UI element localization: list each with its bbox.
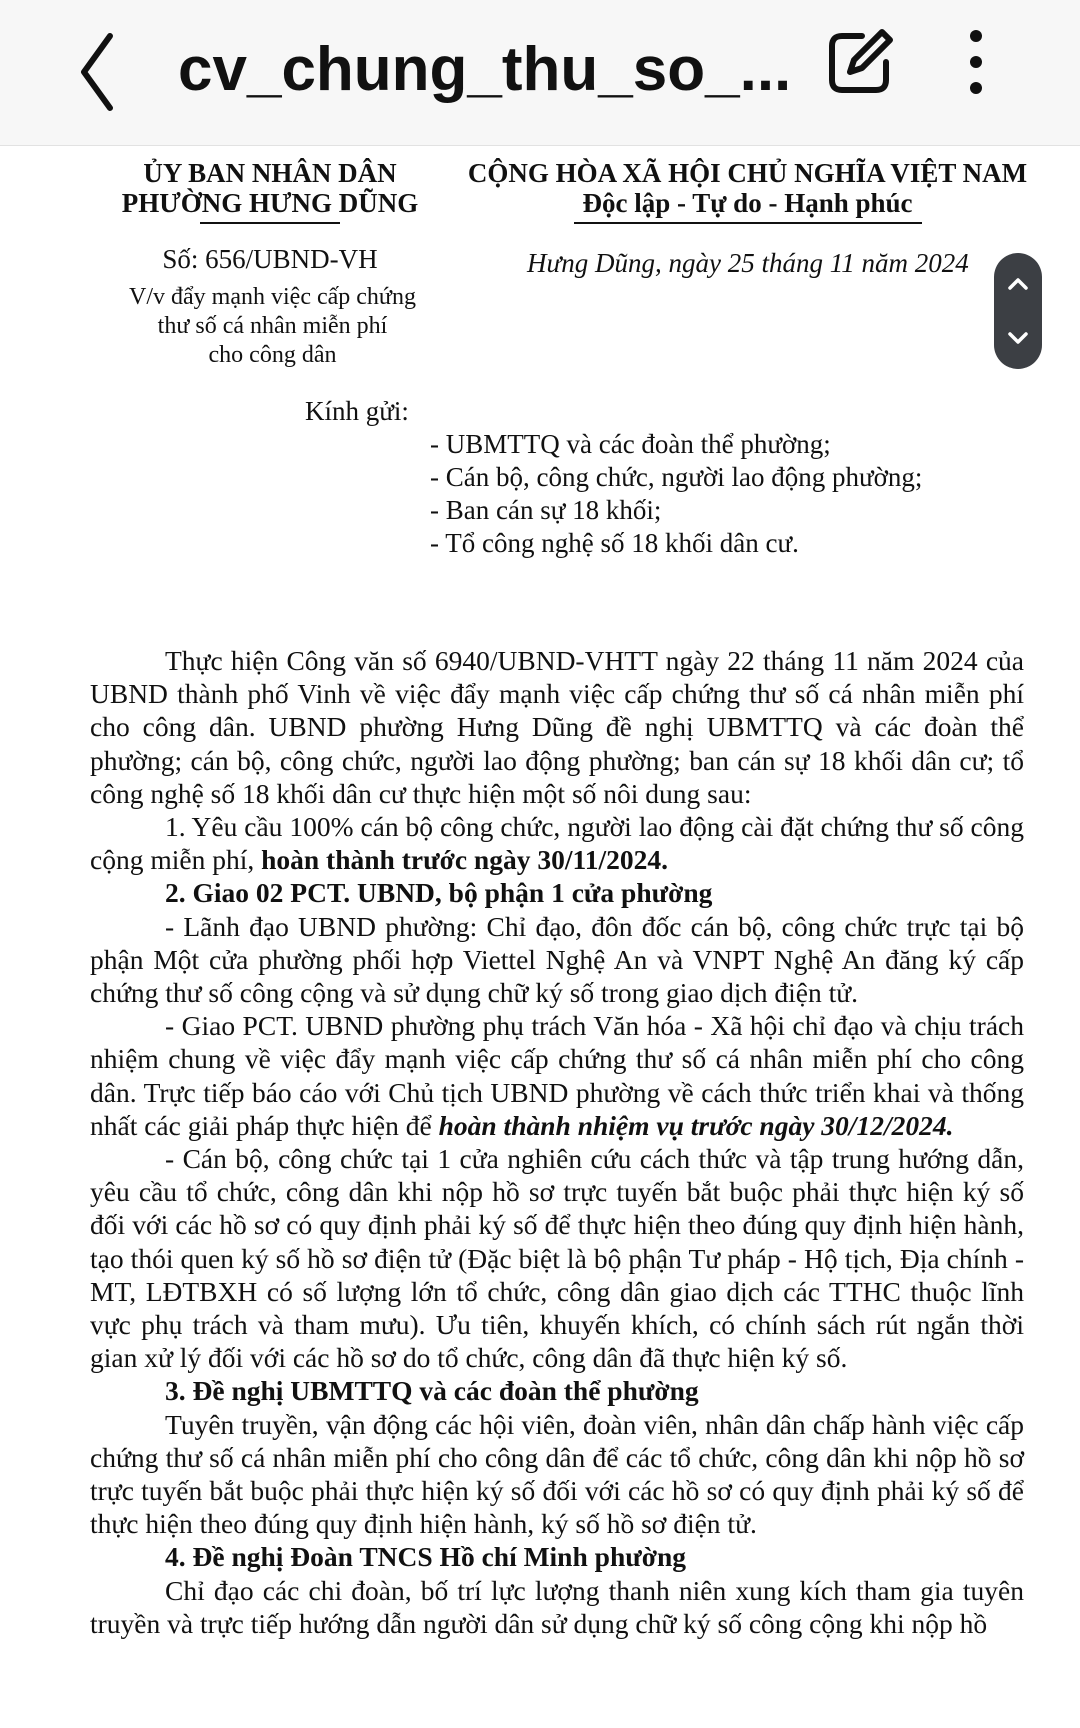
chevron-down-icon	[994, 311, 1042, 369]
recipient-item: - Cán bộ, công chức, người lao động phường;	[430, 462, 923, 492]
document-title: cv_chung_thu_so_...	[178, 35, 792, 104]
chevron-up-icon	[994, 253, 1042, 311]
subject-line: thư số cá nhân miễn phí	[157, 313, 388, 339]
document-body	[90, 644, 1024, 1640]
recipient-item: - Ban cán sự 18 khối;	[430, 495, 662, 525]
more-vertical-icon	[958, 26, 994, 98]
item-2-heading: 2. Giao 02 PCT. UBND, bộ phận 1 cửa phường	[165, 877, 713, 909]
recipient-list	[430, 428, 990, 560]
item-2-paragraph-2-text: - Giao PCT. UBND phường phụ trách Văn hóa - Xã hội chỉ đạo và chịu trách nhiệm chung về việc đẩy mạnh việc cấp chứng thư số cá nhân miễn phí cho công dân. Trực tiếp báo cáo với Chủ tịch UBND phường về cách thức triển khai và thống nhất các giải pháp thực hiện để	[90, 1010, 1024, 1141]
item-3-paragraph: Tuyên truyền, vận động các hội viên, đoàn viên, nhân dân chấp hành việc cấp chứng thư số cá nhân miễn phí cho công dân để các tổ chức, công dân khi nộp hồ sơ trực tuyến bắt buộc phải thực hiện ký số đối với các hồ sơ có quy định phải ký số để thực hiện theo đúng quy định hiện hành, ký số hồ sơ điện tử.	[90, 1408, 1024, 1540]
subject-line: cho công dân	[208, 342, 337, 368]
item-2-deadline: hoàn thành nhiệm vụ trước ngày 30/12/2024.	[438, 1109, 954, 1141]
item-2-paragraph-1: - Lãnh đạo UBND phường: Chỉ đạo, đôn đốc cán bộ, công chức trực tại bộ phận Một cửa phường phối hợp Viettel Nghệ An và VNPT Nghệ An đăng ký cấp chứng thư số công cộng và sử dụng chữ ký số trong giao dịch điện tử.	[90, 910, 1024, 1009]
agency-underline	[200, 222, 340, 224]
back-button[interactable]	[70, 22, 130, 122]
item-2-paragraph-2	[90, 1009, 1024, 1142]
motto-underline	[574, 222, 922, 224]
greeting: Kính gửi:	[305, 396, 409, 426]
intro-paragraph: Thực hiện Công văn số 6940/UBND-VHTT ngày 22 tháng 11 năm 2024 của UBND thành phố Vinh về việc đẩy mạnh việc cấp chứng thư số cá nhân miễn phí cho công dân. UBND phường Hưng Dũng đề nghị UBMTTQ và các đoàn thể phường; cán bộ, công chức, người lao động phường; ban cán sự 18 khối dân cư; tổ công nghệ số 18 khối dân cư thực hiện một số nôi dung sau:	[90, 645, 1024, 809]
document-page	[0, 146, 1080, 1728]
page-scroller	[994, 253, 1042, 369]
app-bar	[0, 0, 1080, 146]
document-number: Số: 656/UBND-VH	[162, 244, 378, 274]
subject-line: V/v đẩy mạnh việc cấp chứng	[129, 284, 416, 310]
recipient-item: - UBMTTQ và các đoàn thể phường;	[430, 429, 831, 459]
chevron-left-icon	[70, 22, 130, 122]
agency-name-line1: ỦY BAN NHÂN DÂN	[143, 158, 397, 188]
item-1-text: 1. Yêu cầu 100% cán bộ công chức, người lao động cài đặt chứng thư số công cộng miễn phí,	[90, 811, 1024, 876]
edit-button[interactable]	[824, 26, 896, 98]
document-subject	[105, 283, 440, 370]
item-4-heading: 4. Đề nghị Đoàn TNCS Hồ chí Minh phường	[165, 1541, 687, 1573]
item-4-paragraph: Chỉ đạo các chi đoàn, bố trí lực lượng thanh niên xung kích tham gia tuyên truyền và trực tiếp hướng dẫn người dân sử dụng chữ ký số công cộng khi nộp hồ	[90, 1574, 1024, 1639]
item-1-deadline: hoàn thành trước ngày 30/11/2024.	[261, 844, 668, 876]
more-options-button[interactable]	[958, 26, 994, 98]
scroll-up-button[interactable]	[994, 253, 1042, 311]
item-1-paragraph	[90, 810, 1024, 876]
scroll-down-button[interactable]	[994, 311, 1042, 369]
recipient-item: - Tổ công nghệ số 18 khối dân cư.	[430, 528, 799, 558]
edit-icon	[824, 26, 896, 98]
item-3-heading: 3. Đề nghị UBMTTQ và các đoàn thể phường	[165, 1375, 699, 1407]
nation-motto: Độc lập - Tự do - Hạnh phúc	[582, 188, 913, 218]
document-date: Hưng Dũng, ngày 25 tháng 11 năm 2024	[527, 248, 969, 278]
nation-title: CỘNG HÒA XÃ HỘI CHỦ NGHĨA VIỆT NAM	[467, 158, 1028, 188]
agency-name-line2: PHƯỜNG HƯNG DŨNG	[121, 188, 419, 218]
item-2-paragraph-3: - Cán bộ, công chức tại 1 cửa nghiên cứu cách thức và tập trung hướng dẫn, yêu cầu tổ chức, công dân khi nộp hồ sơ trực tuyến bắt buộc phải thực hiện ký số đối với các hồ sơ có quy định phải ký số để thực hiện theo đúng quy định hiện hành, tạo thói quen ký số hồ sơ điện tử (Đặc biệt là bộ phận Tư pháp - Hộ tịch, Địa chính - MT, LĐTBXH có số lượng lớn tổ chức, công dân giao dịch các TTHC thuộc lĩnh vực phụ trách và tham mưu). Ưu tiên, khuyến khích, có chính sách rút ngắn thời gian xử lý đối với các hồ sơ do tổ chức, công dân đã thực hiện ký số.	[90, 1143, 1024, 1374]
